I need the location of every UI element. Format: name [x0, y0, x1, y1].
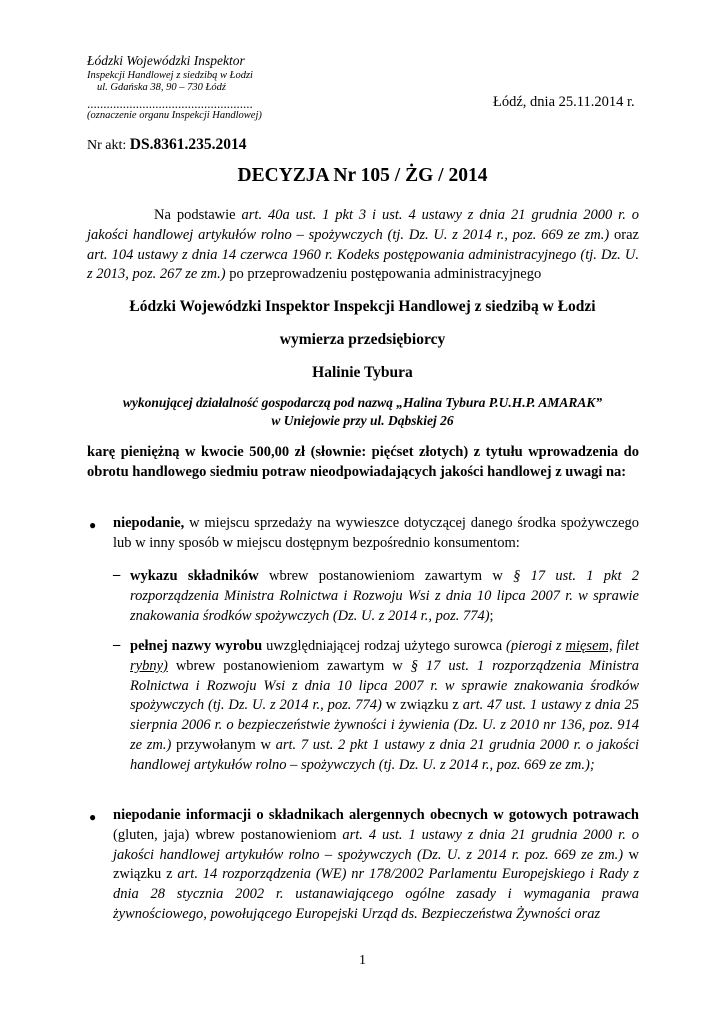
sub2-example: filet	[612, 638, 639, 654]
sub1-text: wbrew postanowieniom zawartym w	[258, 568, 514, 584]
bullet1-text: w miejscu sprzedaży na wywieszce dotyczącej danego środka spożywczego lub w inny sposób w miejscu dostępnym bezpośrednio konsumentom:	[113, 515, 639, 551]
intro-text: oraz	[609, 226, 639, 243]
sub2-legal-basis-3: art. 7 ust. 2 pkt 1 ustawy z dnia 21 grudnia 2000 r. o jakości handlowej artykułów rolno – spożywczych (tj. Dz. U. z 2014 r., poz. 669 ze zm.);	[130, 736, 639, 773]
bullet2-legal-basis-1: art. 4 ust. 1 ustawy z dnia 21 grudnia 2000 r. o jakości handlowej artykułów rolno – spożywczych (Dz. U. z 2014 r. poz. 669 ze zm.)	[113, 826, 639, 863]
bullet1-lead: niepodanie,	[113, 515, 185, 531]
business-name: wykonującej działalność gospodarczą pod nazwą „Halina Tybura P.U.H.P. AMARAK”	[122, 395, 603, 410]
page-number: 1	[359, 953, 366, 968]
sub2-text: przywołanym w	[171, 736, 276, 753]
sub2-legal-basis-1: § 17 ust. 1 rozporządzenia Ministra Rolnictwa i Rozwoju Wsi z dnia 10 lipca 2007 r. w sprawie znakowania środków spożywczych (tj. Dz. U. z 2014 r., poz. 774)	[130, 657, 639, 714]
org-name-line1: Łódzki Wojewódzki Inspektor	[87, 53, 245, 68]
sub-item-full-name	[130, 637, 639, 776]
org-address: ul. Gdańska 38, 90 – 730 Łódź	[97, 82, 226, 93]
intro-legal-basis-1: art. 40a ust. 1 pkt 3 i ust. 4 ustawy z dnia 21 grudnia 2000 r. o jakości handlowej artykułów rolno – spożywczych (tj. Dz. U. z 2014 r., poz. 669 ze zm.)	[87, 207, 640, 243]
intro-text: Na podstawie	[154, 207, 242, 223]
signature-dots: ...................................................	[87, 96, 253, 111]
sub1-legal-basis: § 17 ust. 1 pkt 2 rozporządzenia Ministra Rolnictwa i Rozwoju Wsi z dnia 10 lipca 2007 r. w sprawie znakowania środków spożywczych (Dz. U. z 2014 r., poz. 774)	[130, 568, 639, 624]
imposes-heading: wymierza przedsiębiorcy	[279, 331, 446, 348]
dash-marker: –	[113, 567, 121, 583]
bullet1-paragraph	[113, 514, 639, 554]
sub2-underlined-word: mięsem,	[565, 638, 613, 654]
bullet-marker: ●	[89, 518, 97, 532]
intro-text: po przeprowadzeniu postępowania administracyjnego	[225, 266, 542, 283]
person-name: Halinie Tybura	[312, 364, 413, 381]
decision-title: DECYZJA Nr 105 / ŻG / 2014	[237, 165, 488, 186]
bullet2-text: w związku z	[113, 846, 639, 883]
sub2-text: wbrew postanowieniom zawartym w	[167, 657, 411, 674]
act-label: Nr akt:	[87, 138, 127, 153]
authority-heading: Łódzki Wojewódzki Inspektor Inspekcji Handlowej z siedzibą w Łodzi	[129, 298, 596, 315]
business-address: w Uniejowie przy ul. Dąbskiej 26	[271, 413, 454, 428]
sub2-lead: pełnej nazwy wyrobu	[130, 638, 263, 654]
intro-paragraph	[87, 206, 639, 285]
org-caption: (oznaczenie organu Inspekcji Handlowej)	[87, 110, 262, 121]
sub1-lead: wykazu składników	[130, 568, 259, 584]
dash-marker: –	[113, 637, 121, 653]
sub-item-ingredients	[130, 567, 639, 626]
bullet2-lead: niepodanie informacji o składnikach alergennych obecnych w gotowych potrawach	[113, 807, 639, 823]
bullet2-paragraph	[113, 806, 639, 925]
act-number-row	[87, 136, 246, 154]
bullet2-text: (gluten, jaja) wbrew postanowieniom	[113, 826, 343, 843]
bullet2-legal-basis-2: art. 14 rozporządzenia (WE) nr 178/2002 Parlamentu Europejskiego i Rady z dnia 28 stycznia 2002 r. ustanawiającego ogólne zasady i wymagania prawa żywnościowego, powołującego Europejski Urząd ds. Bezpieczeństwa Żywności oraz	[113, 866, 639, 922]
sub2-example: (pierogi z	[506, 638, 566, 654]
sub2-legal-basis-2: art. 47 ust. 1 ustawy z dnia 25 sierpnia 2006 r. o bezpieczeństwie żywności i żywienia (Dz. U. z 2010 nr 136, poz. 914 ze zm.)	[130, 697, 639, 753]
intro-legal-basis-2: art. 104 ustawy z dnia 14 czerwca 1960 r. Kodeks postępowania administracyjnego (tj. Dz. U. z 2013, poz. 267 ze zm.)	[87, 246, 639, 283]
penalty-paragraph: karę pieniężną w kwocie 500,00 zł (słownie: pięćset złotych) z tytułu wprowadzenia do obrotu handlowego siedmiu potraw nieodpowiadających jakości handlowej z uwagi na:	[87, 444, 639, 480]
sub2-text: w związku z	[381, 697, 463, 714]
place-date: Łódź, dnia 25.11.2014 r.	[493, 94, 635, 110]
sub1-text: ;	[489, 607, 494, 624]
sub2-text: uwzględniającej rodzaj użytego surowca	[262, 638, 507, 654]
org-name-line2: Inspekcji Handlowej z siedzibą w Łodzi	[87, 70, 253, 81]
sub2-underlined-word: rybny)	[130, 657, 168, 674]
act-number: DS.8361.235.2014	[129, 136, 247, 153]
bullet-marker: ●	[89, 810, 97, 824]
